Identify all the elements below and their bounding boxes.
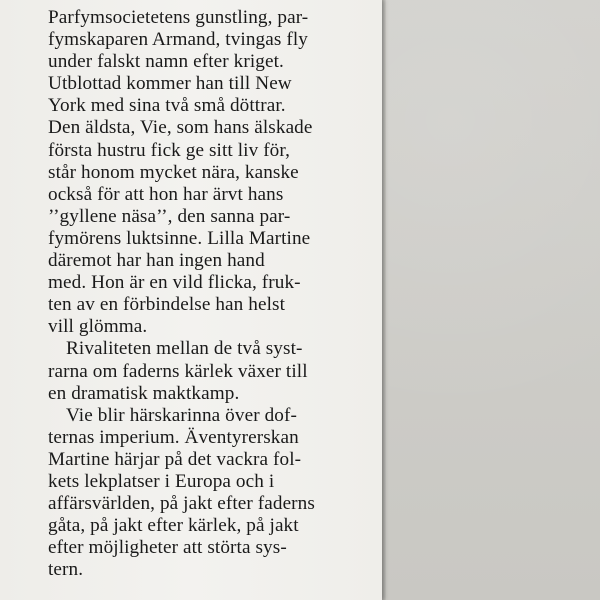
text-line: däremot har han ingen hand [48,250,265,272]
text-line: efter möjligheter att störta sys- [48,537,287,559]
text-line-indented: Rivaliteten mellan de två syst- [66,338,303,360]
text-line: York med sina två små döttrar. [48,95,286,117]
text-line: gåta, på jakt efter kärlek, på jakt [48,515,299,537]
text-line: står honom mycket nära, kanske [48,161,299,183]
text-line: under falskt namn efter kriget. [48,51,284,73]
text-line: första hustru fick ge sitt liv för, [48,139,290,161]
text-line: vill glömma. [48,316,148,338]
text-line-indented: Vie blir härskarinna över dof- [66,404,297,426]
body-text [48,7,378,581]
text-line: fymörens luktsinne. Lilla Martine [48,227,311,249]
page-edge-shadow [382,0,386,600]
text-line: rarna om faderns kärlek växer till [48,360,308,382]
text-line: ten av en förbindelse han helst [48,294,286,316]
text-line: Parfymsocietetens gunstling, par- [48,7,309,28]
text-line: tern. [48,559,84,581]
text-line: med. Hon är en vild flicka, fruk- [48,272,301,294]
text-line: Utblottad kommer han till New [48,73,292,95]
text-line: Martine härjar på det vackra fol- [48,448,302,470]
text-line: också för att hon har ärvt hans [48,183,284,205]
text-line: en dramatisk maktkamp. [48,382,240,404]
text-line: ternas imperium. Äventyrerskan [48,426,299,448]
text-line: Den äldsta, Vie, som hans älskade [48,117,313,139]
text-line: affärsvärlden, på jakt efter faderns [48,493,315,515]
text-line: kets lekplatser i Europa och i [48,470,275,492]
text-line: ’’gyllene näsa’’, den sanna par- [48,205,291,227]
background-board [386,0,600,600]
text-line: fymskaparen Armand, tvingas fly [48,29,308,51]
